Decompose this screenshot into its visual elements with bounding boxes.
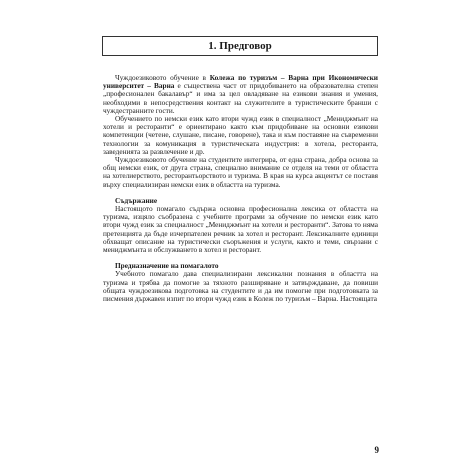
intro-text-start: Чуждоезиковото обучение в bbox=[115, 73, 210, 82]
contents-heading: Съдържание bbox=[115, 195, 158, 205]
intro-paragraph-2: Обучението по немски език като втори чужд език в специалност „Мениджмънт на хотели и ресторанти“ е ориентирано както към придобиване на основни езикови компетенции (четене, слушане, писане, говорене), така и към поставяне на съвременни технологии за комуникация в туристическата индустрия: в хотела, ресторанта, заведенията за развлечение и др. bbox=[103, 114, 378, 156]
contents-paragraph: Настоящото помагало съдържа основна професионална лексика от областта на туризма, изцяло съобразена с учебните програми за обучение по немски език като втори чужд език за специалност „Мениджмънт на хотели и ресторанти“. Затова то няма претенцията да бъде изчерпателен речник за хотел и ресторант. Лексикалните единици обхващат описание на туристически съоръжения и услуги, както и теми, свързани с мениджмънта и обслужването в хотел и ресторант. bbox=[103, 204, 378, 255]
section-heading: 1. Предговор bbox=[102, 36, 378, 56]
page-number: 9 bbox=[374, 445, 379, 455]
purpose-paragraph: Учебното помагало дава специализирани лексикални познания в областта на туризма и трябва да помогне за тяхното разширяване и затвърждаване, да повиши общата чуждоезикова подготовка на студентите и да им помогне при подготовката за писмения държавен изпит по втори чужд език в Колеж по туризъм – Варна. Настоящата bbox=[103, 269, 378, 304]
intro-text-end: е съществена част от придобиването на образователна степен „професионален бакалавър“ и има за цел овладяване на езикови знания и умения, необходими в непосредствения контакт на служителите в туристическите бранши с чуждестранните гости. bbox=[103, 81, 378, 115]
body-text bbox=[103, 74, 378, 303]
intro-paragraph-3: Чуждоезиковото обучение на студентите интегрира, от една страна, добра основа за общ немски език, от друга страна, специално внимание се отделя на теми от областта на хотелиерството, ресторантьорството и туризма. В края на курса акцентът се поставя върху специализиран немски език в областта на туризма. bbox=[103, 155, 378, 189]
college-name: Колежа по туризъм – Варна при Икономически университет – Варна bbox=[103, 73, 378, 91]
purpose-heading: Предназначение на помагалото bbox=[115, 261, 219, 271]
intro-paragraph-1 bbox=[103, 74, 378, 115]
